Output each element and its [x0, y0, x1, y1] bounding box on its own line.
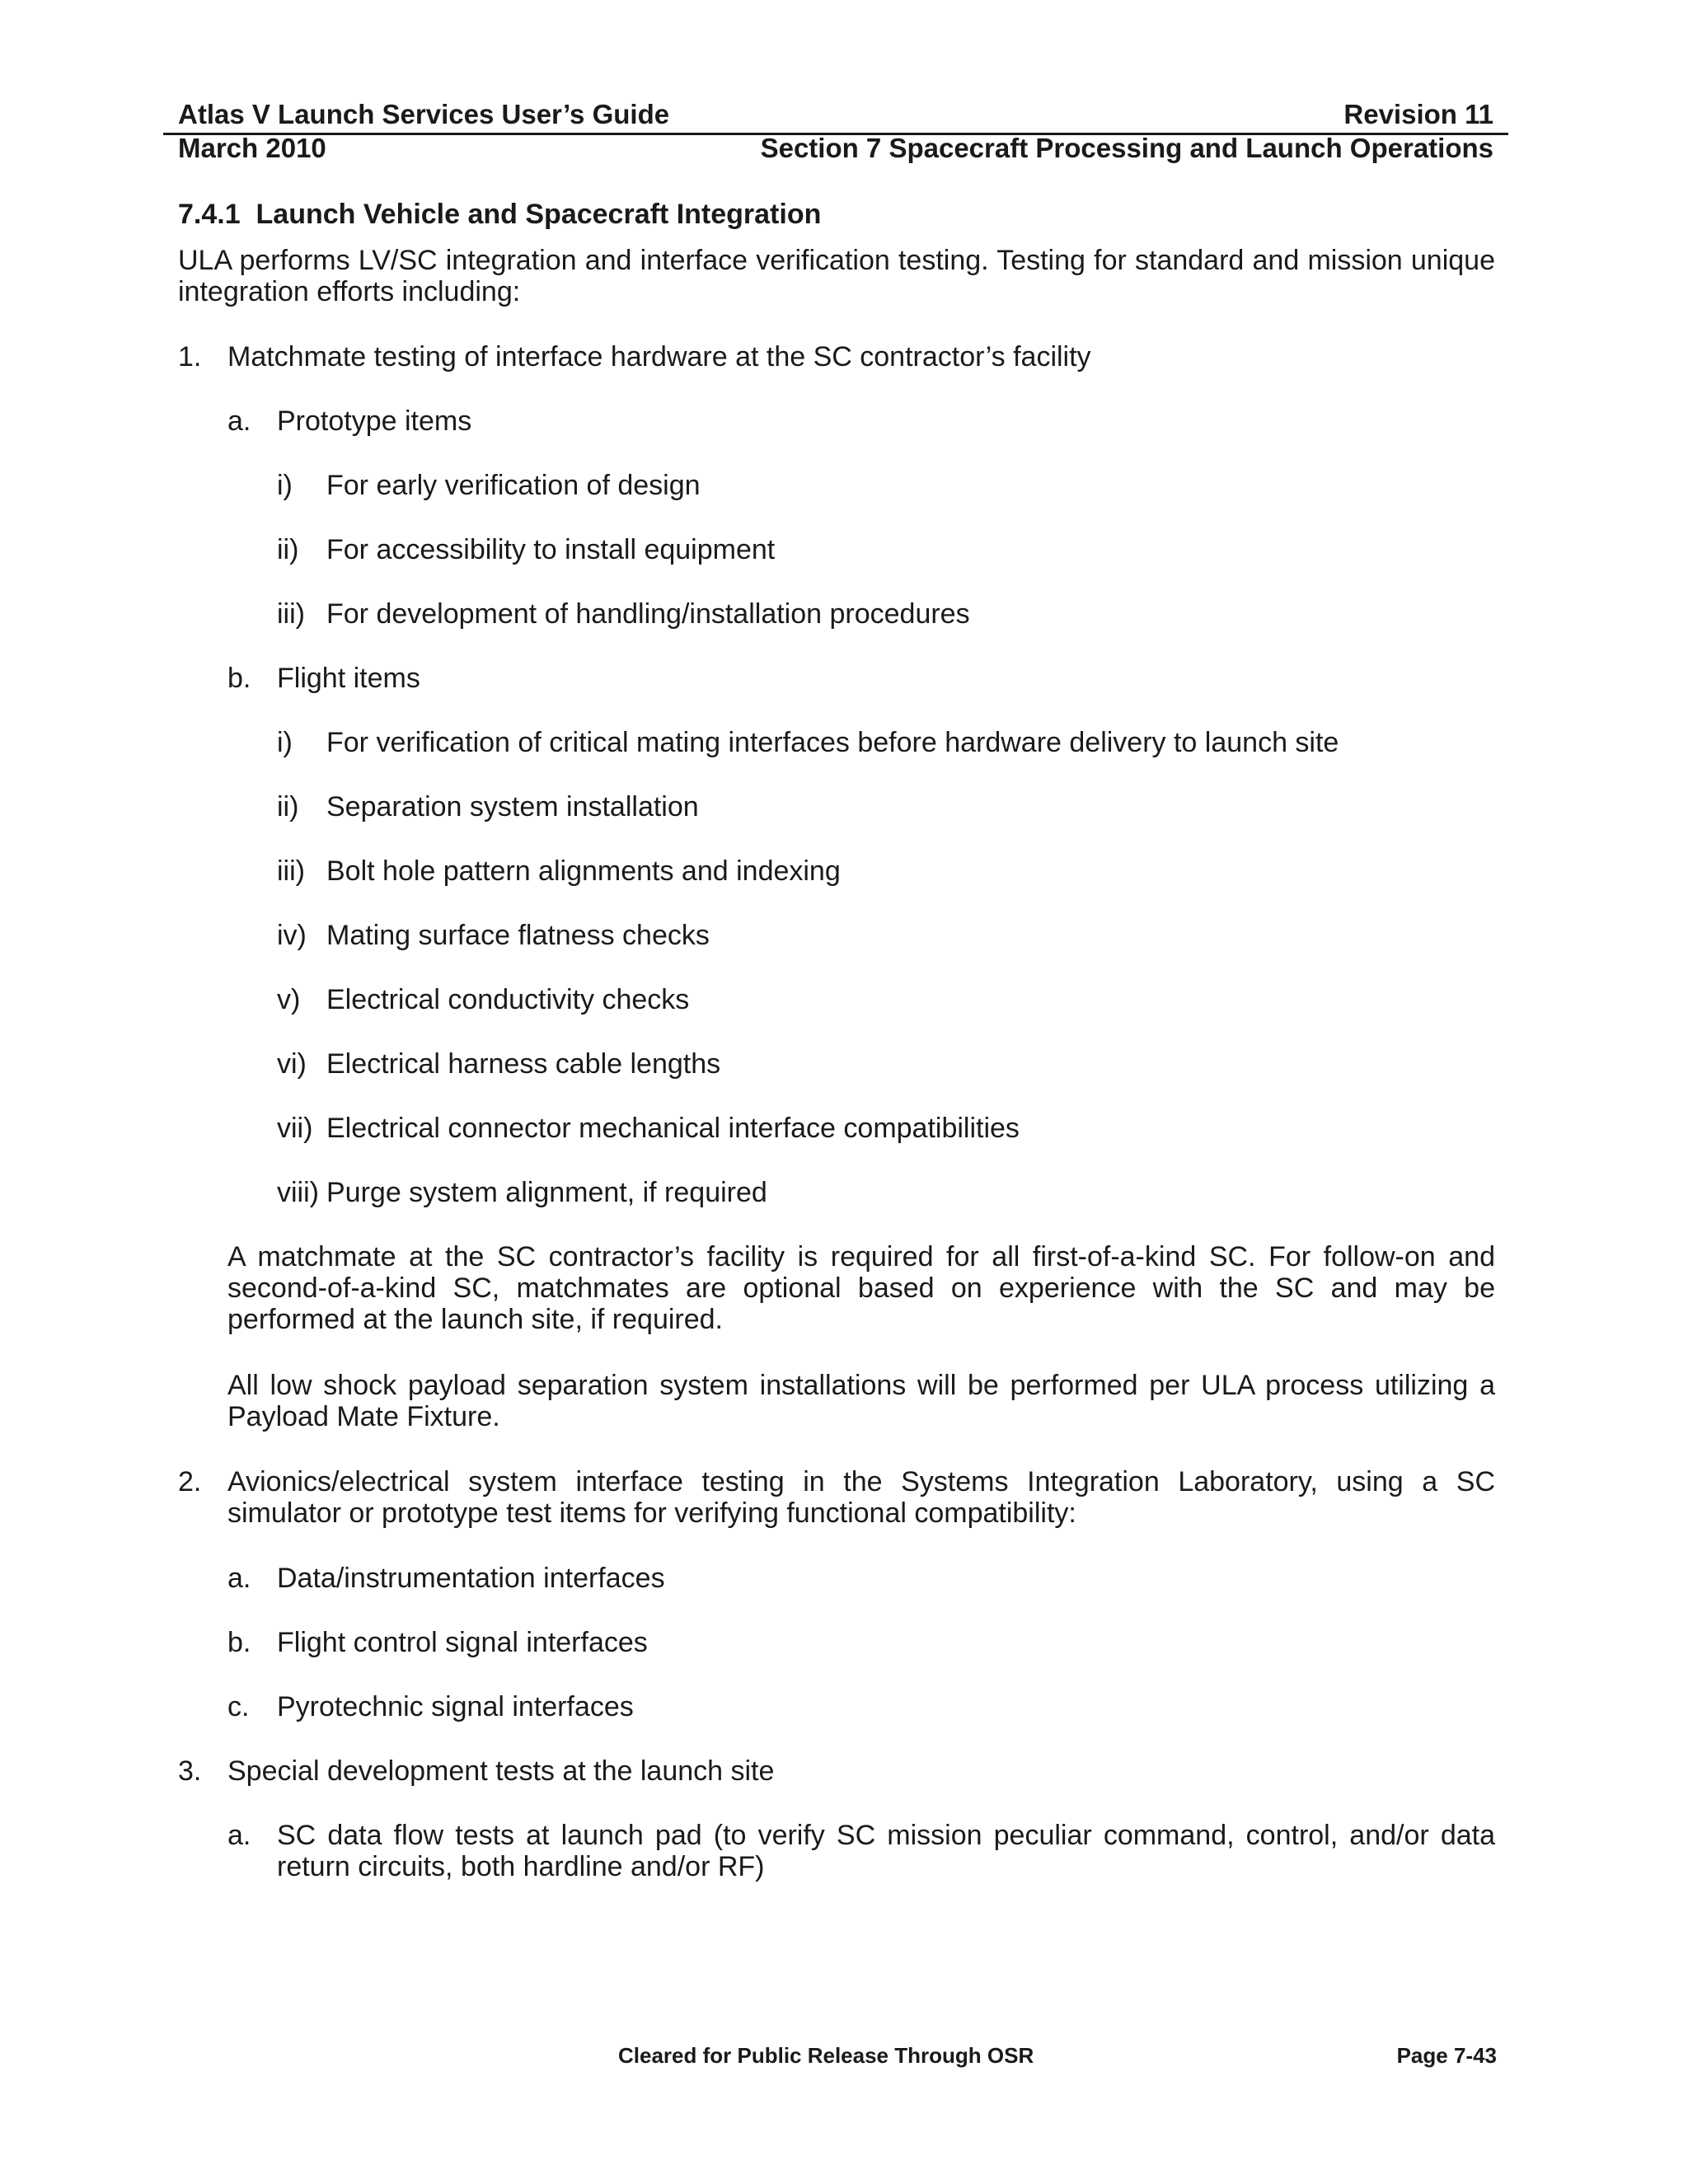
list-item-text: For verification of critical mating interfaces before hardware delivery to launch site: [326, 727, 1339, 758]
list-marker: a.: [227, 405, 251, 437]
list-item-text: Prototype items: [277, 405, 472, 437]
list-item-text: Special development tests at the launch site: [227, 1755, 775, 1787]
list-item-text: Avionics/electrical system interface testing in the Systems Integration Laboratory, using a SC simulator or prototype test items for verifying functional compatibility:: [227, 1466, 1495, 1529]
list-item-text: For development of handling/installation procedures: [326, 598, 970, 630]
list-item-text: Flight control signal interfaces: [277, 1627, 648, 1658]
list-item-text: Bolt hole pattern alignments and indexing: [326, 855, 841, 887]
revision-label: Revision 11: [1343, 99, 1493, 129]
list-marker: iv): [277, 920, 307, 951]
list-item-text: Purge system alignment, if required: [326, 1177, 767, 1208]
list-marker: 1.: [178, 341, 202, 373]
section-heading: 7.4.1 Launch Vehicle and Spacecraft Integration: [178, 199, 822, 230]
separation-note-paragraph: All low shock payload separation system installations will be performed per ULA process utilizing a Payload Mate Fixture.: [227, 1370, 1495, 1432]
list-item-text: SC data flow tests at launch pad (to verify SC mission peculiar command, control, and/or data return circuits, both hardline and/or RF): [277, 1820, 1495, 1882]
list-item-text: For early verification of design: [326, 470, 701, 501]
list-marker: vii): [277, 1113, 313, 1144]
list-marker: iii): [277, 855, 305, 887]
list-marker: iii): [277, 598, 305, 630]
list-item-text: Matchmate testing of interface hardware at the SC contractor’s facility: [227, 341, 1091, 373]
list-marker: a.: [227, 1820, 251, 1851]
list-marker: 2.: [178, 1466, 202, 1497]
list-item-text: Flight items: [277, 663, 420, 694]
list-item-text: Electrical harness cable lengths: [326, 1048, 721, 1080]
footer-release-notice: Cleared for Public Release Through OSR: [618, 2043, 1034, 2068]
page-header-row-2: [163, 132, 1508, 166]
list-marker: ii): [277, 534, 299, 565]
list-marker: b.: [227, 663, 251, 694]
page-header-row-1: [163, 98, 1508, 135]
list-item-text: Data/instrumentation interfaces: [277, 1563, 665, 1594]
footer-page-number: Page 7-43: [1396, 2043, 1497, 2068]
list-item-text: Electrical connector mechanical interface compatibilities: [326, 1113, 1020, 1144]
list-item-text: Mating surface flatness checks: [326, 920, 710, 951]
list-marker: c.: [227, 1691, 250, 1722]
intro-paragraph: ULA performs LV/SC integration and interface verification testing. Testing for standard and mission unique integration efforts including:: [178, 245, 1495, 307]
list-marker: v): [277, 984, 301, 1015]
list-marker: 3.: [178, 1755, 202, 1787]
list-marker: b.: [227, 1627, 251, 1658]
matchmate-note-paragraph: A matchmate at the SC contractor’s facility is required for all first-of-a-kind SC. For follow-on and second-of-a-kind SC, matchmates are optional based on experience with the SC and may be performed at the launch site, if required.: [227, 1241, 1495, 1335]
document-date: March 2010: [178, 133, 326, 163]
list-marker: a.: [227, 1563, 251, 1594]
list-item-text: Pyrotechnic signal interfaces: [277, 1691, 634, 1722]
list-item-text: Electrical conductivity checks: [326, 984, 690, 1015]
list-marker: viii): [277, 1177, 319, 1208]
list-marker: i): [277, 727, 293, 758]
list-item-text: Separation system installation: [326, 791, 699, 823]
document-title: Atlas V Launch Services User’s Guide: [178, 99, 670, 129]
section-title: Section 7 Spacecraft Processing and Launch Operations: [760, 133, 1493, 163]
list-marker: ii): [277, 791, 299, 823]
list-marker: i): [277, 470, 293, 501]
list-item-text: For accessibility to install equipment: [326, 534, 776, 565]
list-marker: vi): [277, 1048, 307, 1080]
